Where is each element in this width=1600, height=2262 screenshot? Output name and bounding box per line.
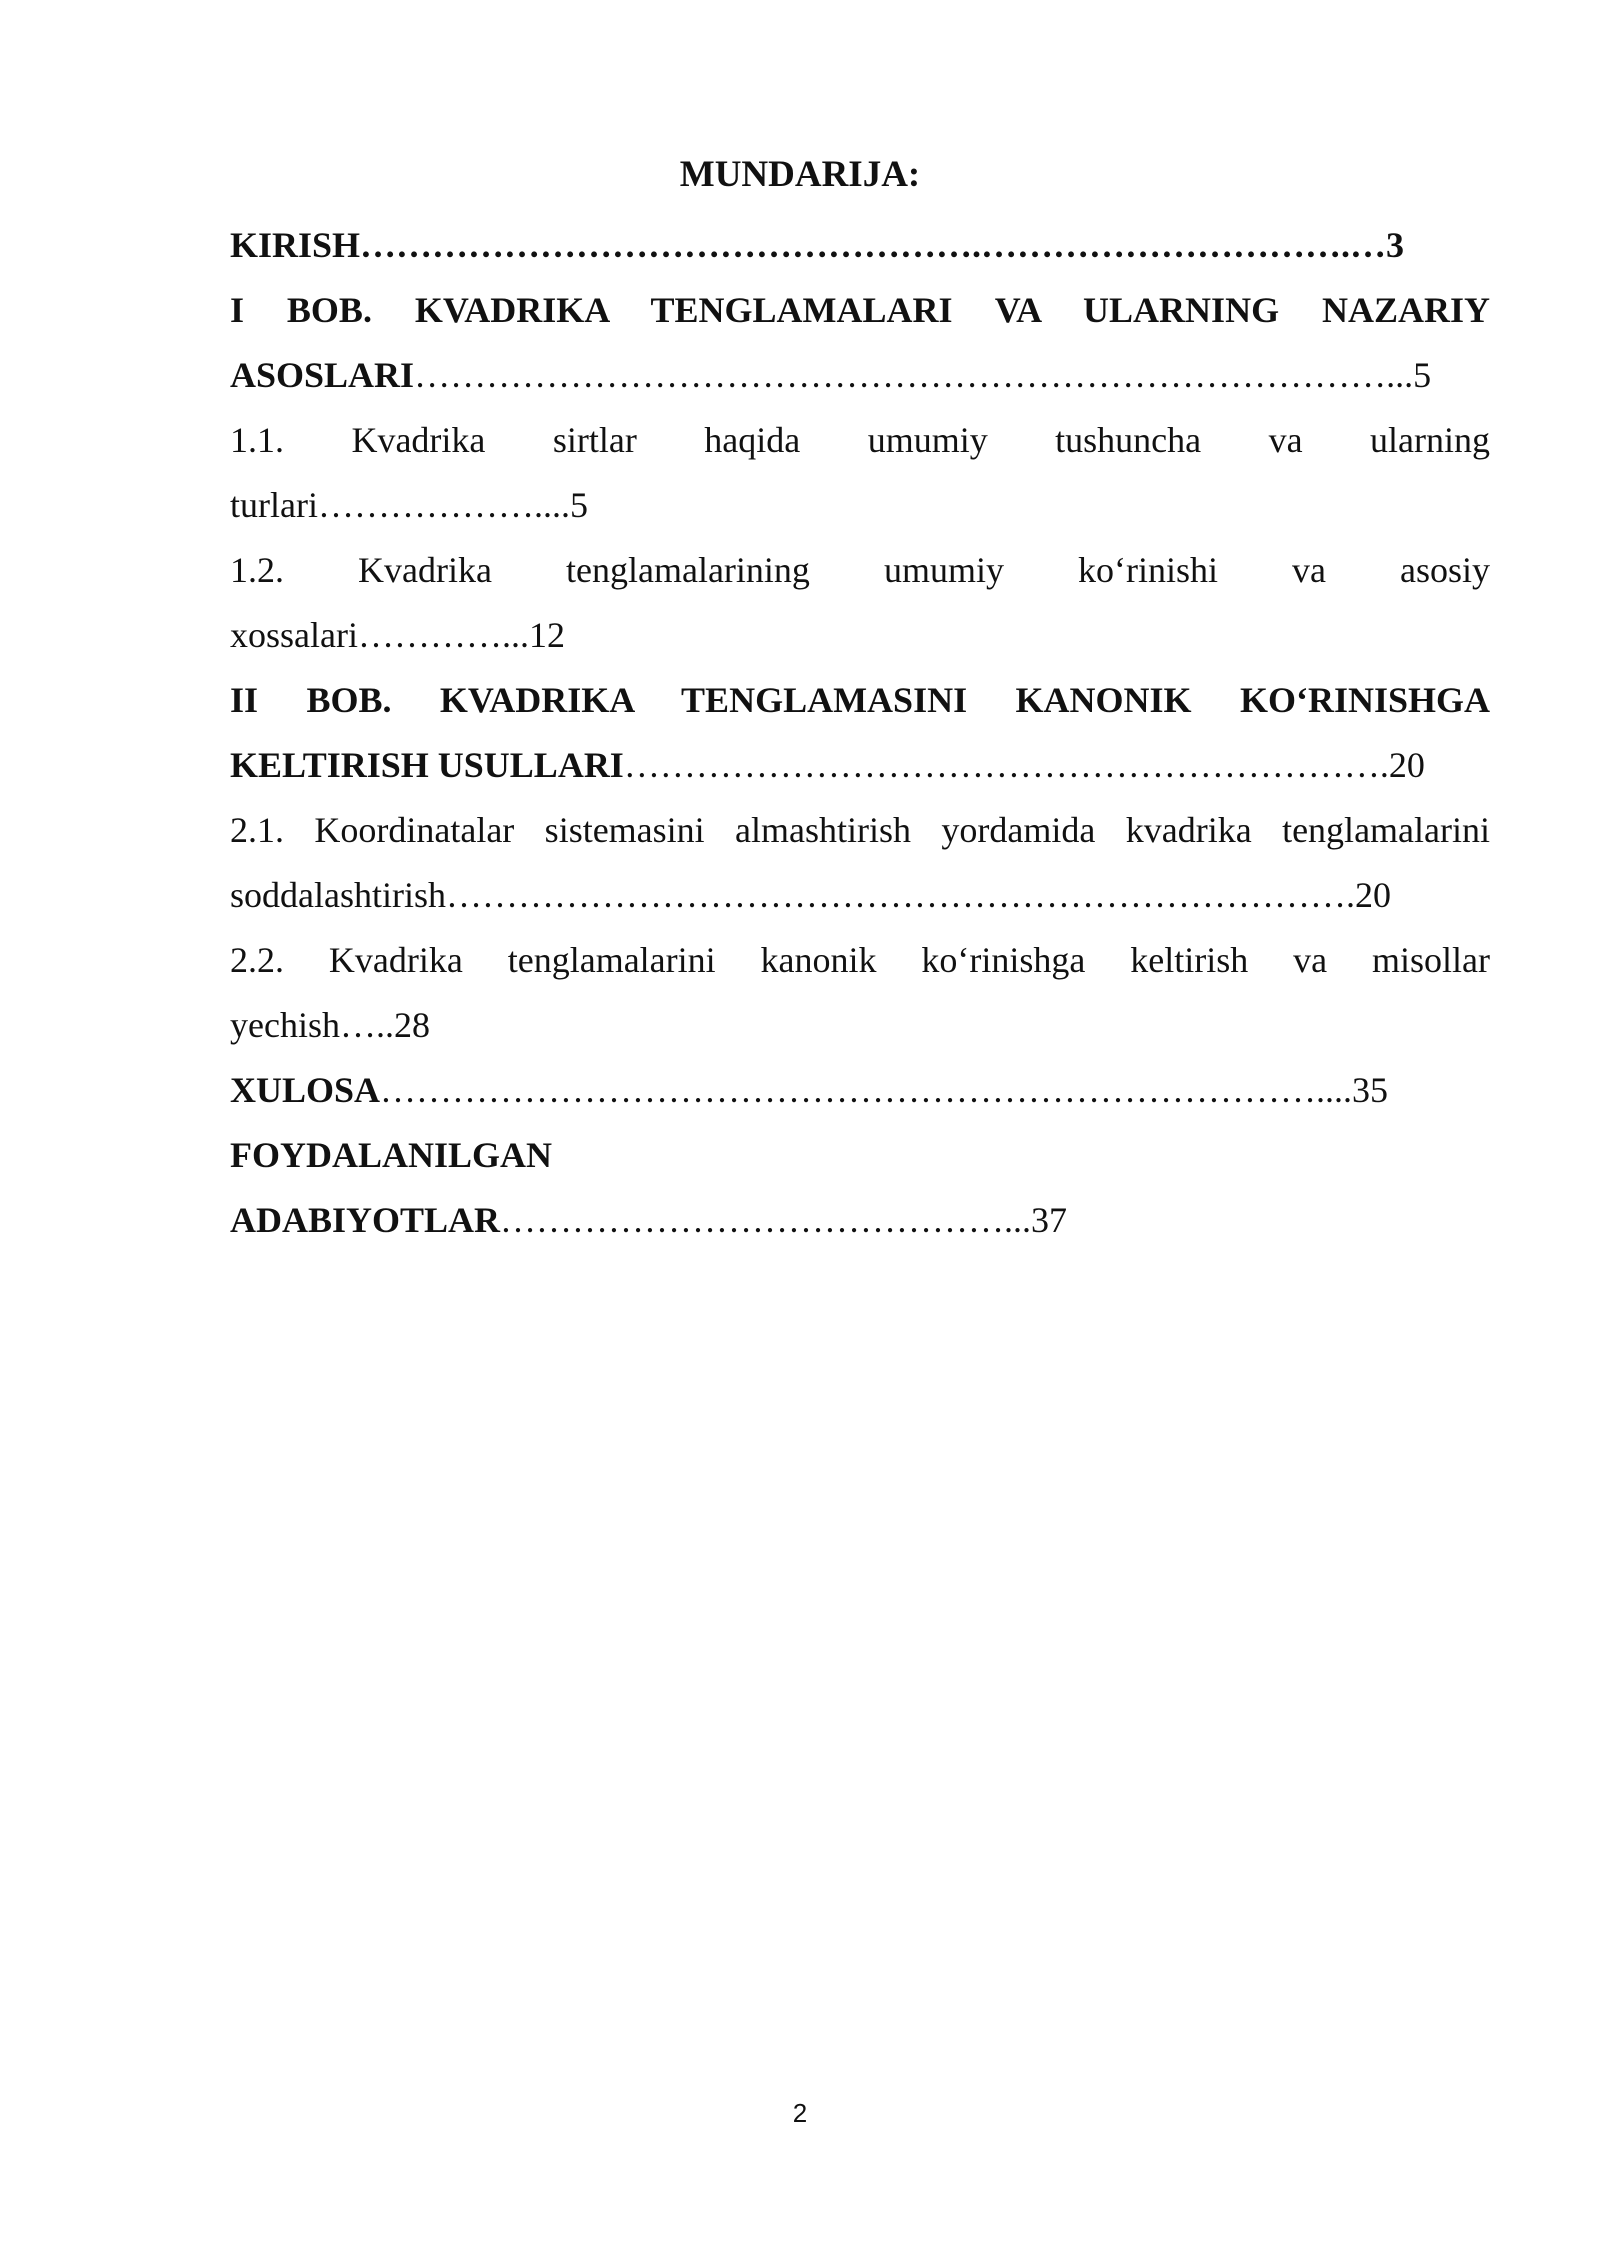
toc-bob1-leader: ………………………………………………………………………...5 (414, 355, 1432, 395)
toc-entry-1-1: 1.1. Kvadrika sirtlar haqida umumiy tushuncha va ularning (230, 420, 1490, 460)
toc-bob2-leader: ……………………………………………………….20 (623, 745, 1425, 785)
toc-entry-bob1-title: I BOB. KVADRIKA TENGLAMALARI VA ULARNING NAZARIY (230, 290, 1490, 330)
toc-entry-bob2-cont (230, 733, 1490, 798)
toc-xulosa-title: XULOSA (230, 1070, 381, 1110)
toc-entry-adabiyotlar-cont (230, 1188, 1490, 1253)
toc-bob2-title-end: KELTIRISH USULLARI (230, 745, 624, 785)
toc-adabiyotlar-leader: ……………………………………...37 (500, 1200, 1068, 1240)
toc-entry-adabiyotlar-title: FOYDALANILGAN (230, 1135, 553, 1175)
page-number: 2 (792, 2098, 808, 2128)
toc-xulosa-leader: ……………………………………………………………………....35 (380, 1070, 1389, 1110)
toc-heading: MUNDARIJA: (679, 154, 921, 195)
toc-entry-2-1-cont: soddalashtirish………………………………………………………………….20 (230, 875, 1391, 915)
table-of-contents (230, 213, 1490, 1253)
toc-entry-2-2: 2.2. Kvadrika tenglamalarini kanonik ko‘rinishga keltirish va misollar (230, 940, 1490, 980)
toc-entry-kirish (230, 213, 1490, 278)
toc-entry-1-1-cont: turlari………………....5 (230, 485, 588, 525)
toc-entry-2-1: 2.1. Koordinatalar sistemasini almashtirish yordamida kvadrika tenglamalarini (230, 810, 1490, 850)
toc-entry-2-2-cont: yechish…..28 (230, 1005, 430, 1045)
toc-entry-xulosa (230, 1058, 1490, 1123)
toc-entry-bob2-title: II BOB. KVADRIKA TENGLAMASINI KANONIK KO‘RINISHGA (230, 680, 1490, 720)
toc-adabiyotlar-title-end: ADABIYOTLAR (230, 1200, 501, 1240)
toc-bob1-title-end: ASOSLARI (230, 355, 415, 395)
toc-kirish: KIRISH…………………………………………….………………………….…3 (230, 225, 1405, 265)
toc-entry-1-2: 1.2. Kvadrika tenglamalarining umumiy ko‘rinishi va asosiy (230, 550, 1490, 590)
toc-entry-1-2-cont: xossalari…………...12 (230, 615, 565, 655)
toc-entry-bob1-cont (230, 343, 1490, 408)
